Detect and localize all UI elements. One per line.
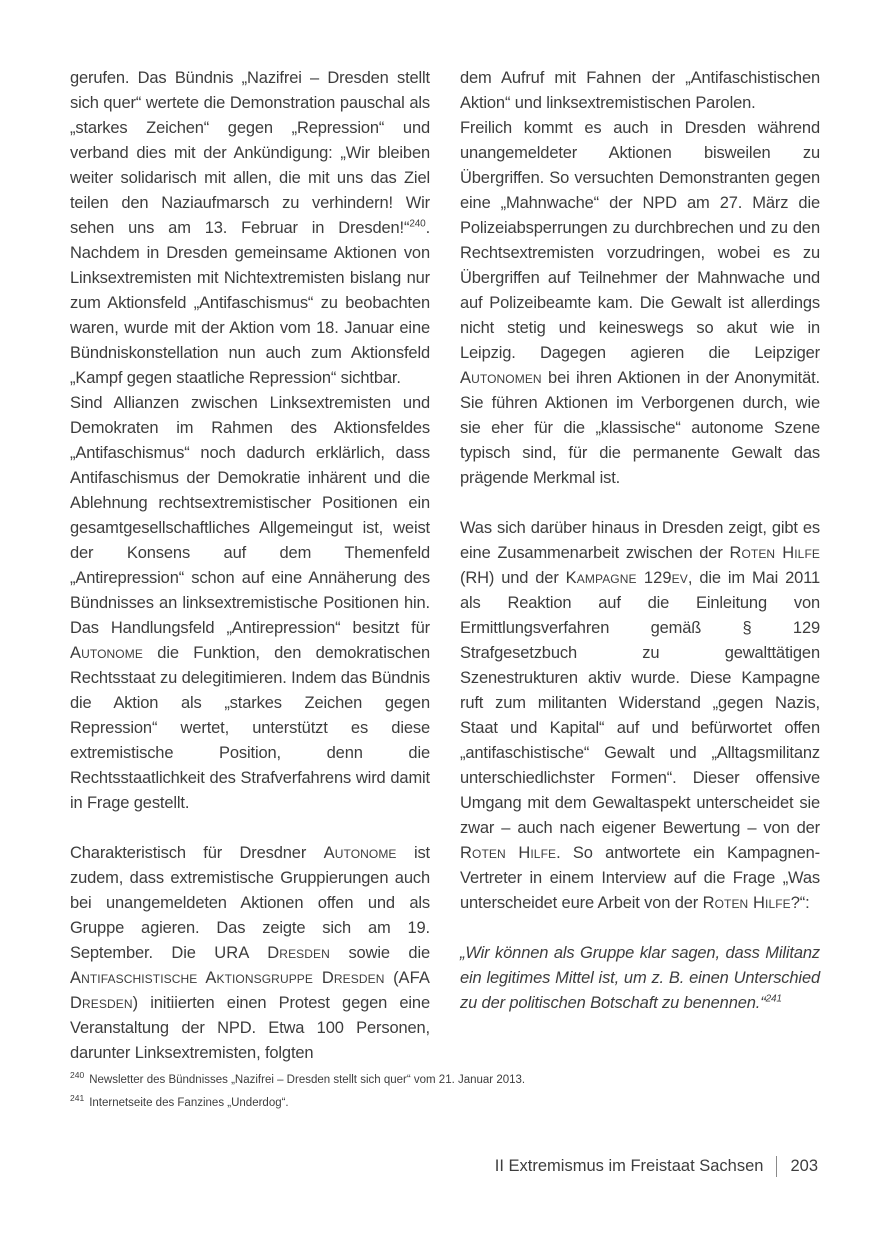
footnote-reference: 241: [765, 993, 782, 1005]
footnote: [70, 1072, 815, 1089]
text-run: . So antwortete ein Kampagnen-Vertreter in einem Interview auf die Frage „Was unterscheidet eure Arbeit von der: [460, 844, 820, 912]
footnote-marker: 240: [70, 1070, 85, 1081]
text-run: gerufen. Das Bündnis „Nazifrei – Dresden stellt sich quer“ wertete die Demonstration pauschal als „starkes Zeichen“ gegen „Repression“ und verband dies mit der Ankündigung: „Wir bleiben weiter solidarisch mit allen, die mit uns das Ziel teilen den Naziaufmarsch zu verhindern! Wir sehen uns am 13. Februar in Dresden!“: [70, 69, 430, 237]
body-paragraph: [460, 516, 820, 916]
body-paragraph: [460, 66, 820, 116]
small-caps-term: Autonome: [323, 844, 397, 862]
body-paragraph: [70, 841, 430, 1066]
text-run: sowie die: [329, 944, 431, 962]
blockquote-paragraph: [460, 941, 820, 1016]
small-caps-term: Autonomen: [460, 369, 542, 387]
text-run: (: [384, 969, 399, 987]
column-right: [460, 66, 820, 1066]
small-caps-term: Roten Hilfe: [729, 544, 820, 562]
text-run: ?“:: [790, 894, 810, 912]
body-paragraph: [70, 66, 430, 391]
footnote-text: Newsletter des Bündnisses „Nazifrei – Dresden stellt sich quer“ vom 21. Januar 2013.: [89, 1074, 526, 1086]
small-caps-term: Roten Hilfe: [702, 894, 791, 912]
footer-page-number: 203: [790, 1157, 818, 1175]
page-footer: [495, 1156, 818, 1177]
body-paragraph: [460, 116, 820, 491]
footnotes-section: [70, 1072, 815, 1118]
footnote-reference: 240: [409, 218, 426, 230]
text-run: , die im Mai 2011 als Reaktion auf die Einleitung von Ermittlungsverfahren gemäß § 129 Strafgesetzbuch zu gewalttätigen Szenestrukturen aktiv wurde. Diese Kampagne ruft zum militanten Widerstand „gegen Nazis, Staat und Kapital“ auf und befürwortet offen „antifaschistische“ Gewalt und „Alltagsmilitanz unterschiedlichster Formen“. Dieser offensive Umgang mit dem Gewaltaspekt unterscheidet sie zwar – auch nach eigener Bewertung – von der: [460, 569, 820, 837]
small-caps-term: Autonome: [70, 644, 143, 662]
column-left: [70, 66, 430, 1066]
text-run: Was sich darüber hinaus in Dresden zeigt, gibt es eine Zusammenarbeit zwischen der: [460, 519, 820, 562]
small-caps-term: AFA Dresden: [70, 969, 430, 1012]
small-caps-term: Kampagne 129ev: [565, 569, 688, 587]
footnote: [70, 1095, 815, 1112]
footer-divider: [776, 1156, 777, 1177]
text-columns: [70, 66, 820, 1066]
text-run: ist zudem, dass extremistische Gruppierungen auch bei unangemeldeten Aktionen offen und als Gruppe agieren. Das zeigte sich am 19. September. Die: [70, 844, 430, 962]
small-caps-term: Roten Hilfe: [460, 844, 557, 862]
footer-section-title: II Extremismus im Freistaat Sachsen: [494, 1157, 764, 1175]
footnote-marker: 241: [70, 1093, 85, 1104]
text-run: Sind Allianzen zwischen Linksextremisten und Demokraten im Rahmen des Aktionsfeldes „Antifaschismus“ noch dadurch erklärlich, dass Antifaschismus der Demokratie inhärent und die Ablehnung rechtsextremistischer Positionen ein gesamtgesellschaftliches Allgemeingut ist, weist der Konsens auf dem Themenfeld „Antirepression“ schon auf eine Annäherung des Bündnisses an linksextremistische Positionen hin. Das Handlungsfeld „Antirepression“ besitzt für: [70, 394, 430, 637]
text-run: . Nachdem in Dresden gemeinsame Aktionen von Linksextremisten mit Nichtextremisten bislang nur zum Aktionsfeld „Antifaschismus“ zu beobachten waren, wurde mit der Aktion vom 18. Januar eine Bündniskonstellation nun auch zum Aktionsfeld „Kampf gegen staatliche Repression“ sichtbar.: [70, 219, 430, 387]
small-caps-term: Antifaschistische Aktionsgruppe Dresden: [70, 969, 385, 987]
text-run: bei ihren Aktionen in der Anonymität. Sie führen Aktionen im Verborgenen durch, wie sie eher für die „klassische“ autonome Szene typisch sind, für die permanente Gewalt das prägende Merkmal ist.: [460, 369, 820, 487]
footnote-text: Internetseite des Fanzines „Underdog“.: [89, 1097, 289, 1109]
body-paragraph: [70, 391, 430, 816]
text-run: (RH) und der: [460, 569, 566, 587]
text-run: Freilich kommt es auch in Dresden während unangemeldeter Aktionen bisweilen zu Übergriffen. So versuchten Demonstranten gegen eine „Mahnwache“ der NPD am 27. März die Polizeiabsperrungen zu durchbrechen und zu den Rechtsextremisten vorzudringen, wobei es zu Übergriffen auf Teilnehmer der Mahnwache und auf Polizeibeamte kam. Die Gewalt ist allerdings nicht stetig und keineswegs so akut wie in Leipzig. Dagegen agieren die Leipziger: [460, 119, 820, 362]
text-run: dem Aufruf mit Fahnen der „Antifaschistischen Aktion“ und linksextremistischen Parolen.: [460, 69, 820, 112]
text-run: „Wir können als Gruppe klar sagen, dass Militanz ein legitimes Mittel ist, um z. B. einen Unterschied zu der politischen Botschaft zu benennen.“: [460, 944, 820, 1012]
small-caps-term: URA Dresden: [214, 944, 330, 962]
text-run: Charakteristisch für Dresdner: [70, 844, 324, 862]
text-run: die Funktion, den demokratischen Rechtsstaat zu delegitimieren. Indem das Bündnis die Aktion als „starkes Zeichen gegen Repression“ wertet, unterstützt es diese extremistische Position, denn die Rechtsstaatlichkeit des Strafverfahrens wird damit in Frage gestellt.: [70, 644, 430, 812]
text-run: ) initiierten einen Protest gegen eine Veranstaltung der NPD. Etwa 100 Personen, darunter Linksextremisten, folgten: [70, 994, 430, 1062]
